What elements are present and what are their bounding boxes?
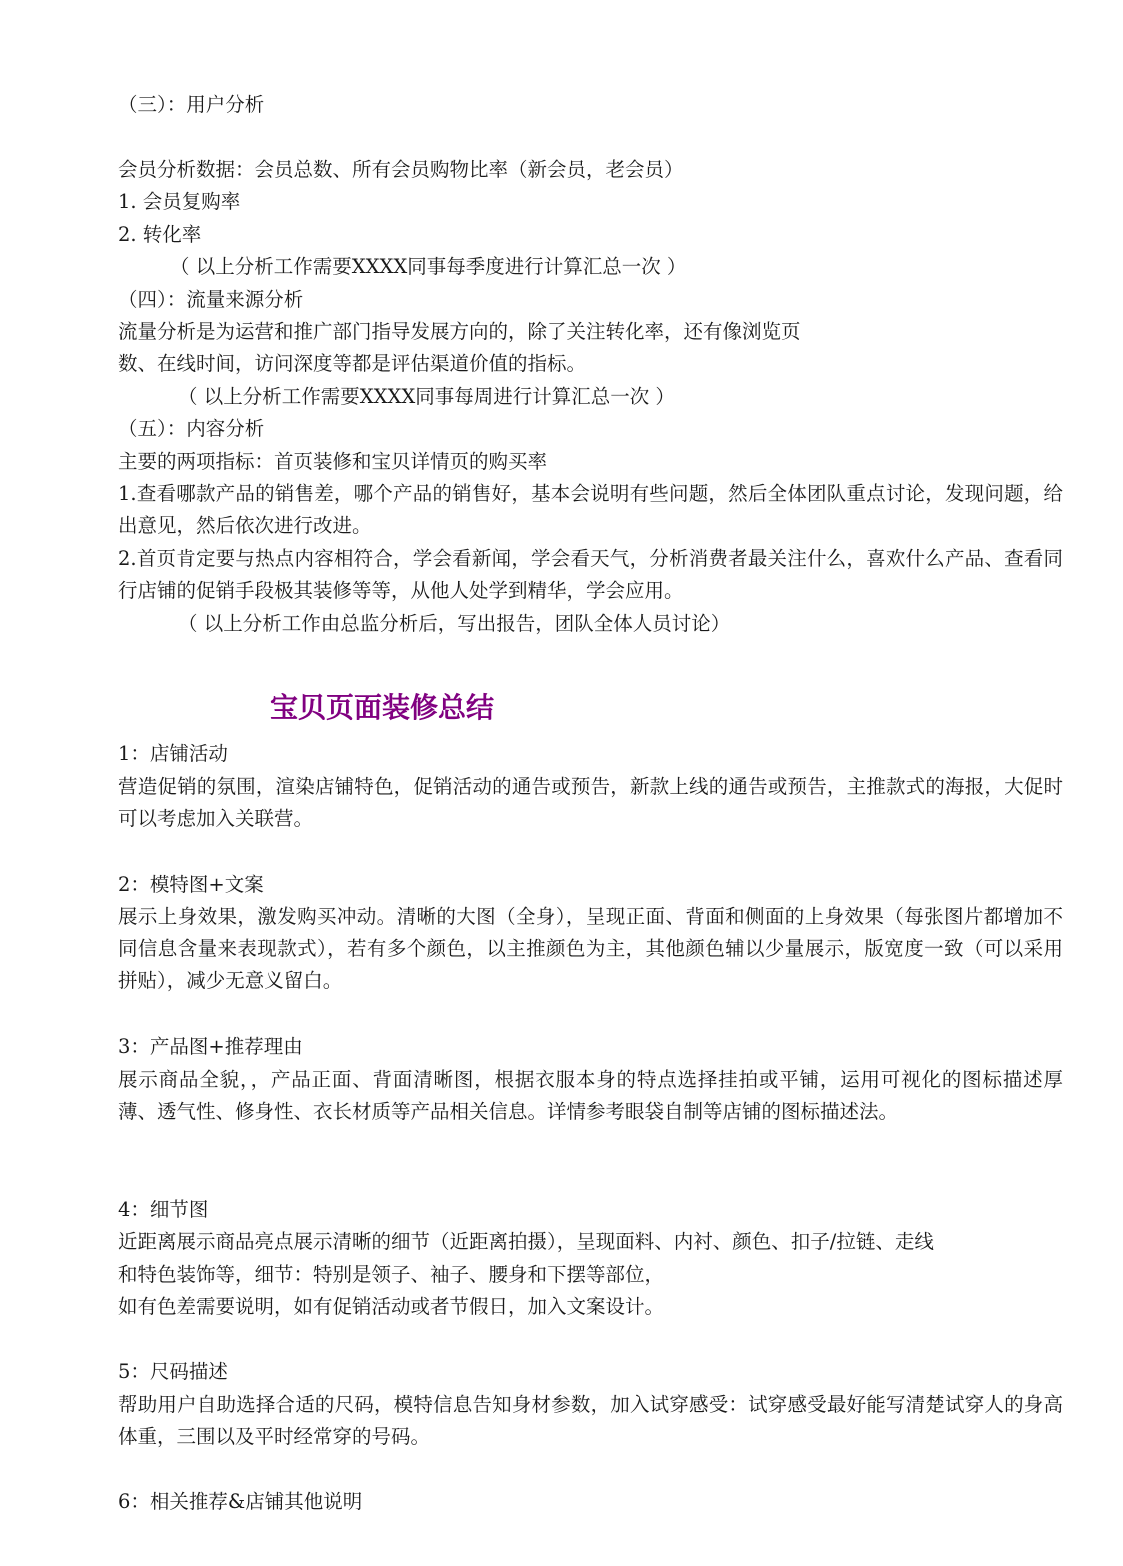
section-1-title: 1：店铺活动 [118,742,228,765]
section-6-title: 6：相关推荐&店铺其他说明 [118,1490,363,1513]
list-item-conversion: 2. 转化率 [118,223,202,246]
section-3-body: 展示商品全貌，，产品正面、背面清晰图，根据衣服本身的特点选择挂拍或平铺，运用可视化的图标描述厚薄、透气性、修身性、衣长材质等产品相关信息。详情参考眼袋自制等店铺的图标描述法。 [118,1068,1063,1123]
user-analysis-heading: （三）：用户分析 [118,93,265,116]
note-quarterly: （ 以上分析工作需要XXXX同事每季度进行计算汇总一次 ） [170,255,687,278]
traffic-paragraph-line-2: 数、在线时间，访问深度等都是评估渠道价值的指标。 [118,352,587,375]
content-heading: （五）：内容分析 [118,417,265,440]
section-4-line-2: 和特色装饰等，细节：特别是领子、袖子、腰身和下摆等部位， [118,1263,665,1286]
summary-title: 宝贝页面装修总结 [270,691,495,724]
note-weekly: （ 以上分析工作需要XXXX同事每周进行计算汇总一次 ） [178,385,675,408]
content-item-2: 2.首页肯定要与热点内容相符合，学会看新闻，学会看天气，分析消费者最关注什么，喜欢什么产品、查看同行店铺的促销手段极其装修等等，从他人处学到精华，学会应用。 [118,547,1063,602]
list-item-repurchase: 1. 会员复购率 [118,190,241,213]
section-5-body: 帮助用户自助选择合适的尺码，模特信息告知身材参数，加入试穿感受：试穿感受最好能写清楚试穿人的身高体重，三围以及平时经常穿的号码。 [118,1393,1063,1448]
section-1-body: 营造促销的氛围，渲染店铺特色，促销活动的通告或预告，新款上线的通告或预告，主推款式的海报，大促时可以考虑加入关联营。 [118,775,1063,830]
traffic-heading: （四）：流量来源分析 [118,288,304,311]
section-3-title: 3：产品图+推荐理由 [118,1035,303,1058]
section-2-title: 2：模特图+文案 [118,873,264,896]
section-2-body: 展示上身效果，激发购买冲动。清晰的大图（全身），呈现正面、背面和侧面的上身效果（每张图片都增加不同信息含量来表现款式），若有多个颜色，以主推颜色为主，其他颜色辅以少量展示，版宽度一致（可以采用拼贴），减少无意义留白。 [118,905,1063,992]
content-item-1: 1.查看哪款产品的销售差，哪个产品的销售好，基本会说明有些问题，然后全体团队重点讨论，发现问题，给出意见，然后依次进行改进。 [118,482,1063,537]
member-data-line: 会员分析数据：会员总数、所有会员购物比率（新会员，老会员） [118,158,684,181]
section-4-line-1: 近距离展示商品亮点展示清晰的细节（近距离拍摄），呈现面料、内衬、颜色、扣子/拉链、走线 [118,1230,934,1253]
section-4-title: 4：细节图 [118,1198,209,1221]
note-director: （ 以上分析工作由总监分析后，写出报告，团队全体人员讨论） [178,612,731,635]
section-4-line-3: 如有色差需要说明，如有促销活动或者节假日，加入文案设计。 [118,1295,665,1318]
section-5-title: 5：尺码描述 [118,1360,228,1383]
content-intro: 主要的两项指标：首页装修和宝贝详情页的购买率 [118,450,548,473]
traffic-paragraph-line-1: 流量分析是为运营和推广部门指导发展方向的，除了关注转化率，还有像浏览页 [118,320,801,343]
